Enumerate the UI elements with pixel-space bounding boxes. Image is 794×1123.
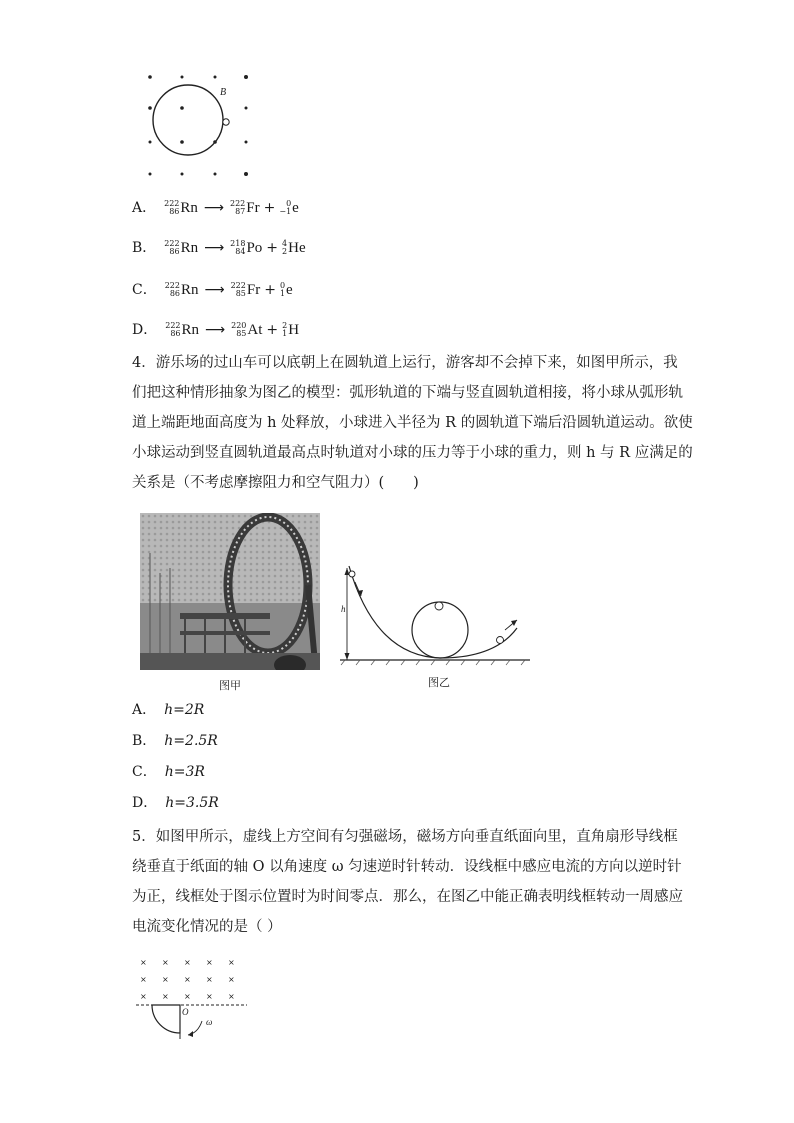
q4-option-c: C． h=3R [132, 764, 205, 780]
option-label: B． [132, 240, 157, 256]
axis-o-label: O [182, 1007, 189, 1017]
svg-text:×: × [184, 958, 191, 967]
svg-text:×: × [228, 958, 235, 967]
svg-text:×: × [162, 975, 169, 984]
svg-text:×: × [184, 992, 191, 1001]
q5-line-1: 5．如图甲所示，虚线上方空间有匀强磁场，磁场方向垂直纸面向里，直角扇形导线框 [132, 829, 678, 845]
parent-nucleus: 222 86 Rn [164, 199, 198, 216]
parent-nucleus: 222 86 Rn [165, 321, 200, 338]
daughter-nucleus: 222 87 Fr [230, 199, 260, 216]
q3-option-c [132, 280, 293, 300]
reaction-arrow: ⟶ [203, 200, 224, 216]
svg-text:×: × [206, 975, 213, 984]
daughter-nucleus: 218 84 Po [230, 239, 263, 256]
option-label: C． [132, 282, 157, 298]
roller-coaster-photo [140, 513, 320, 670]
figure-jia-caption: 图甲 [219, 679, 241, 692]
figure-yi-caption: 图乙 [428, 676, 450, 689]
height-h-label: h [341, 604, 346, 614]
svg-text:×: × [162, 958, 169, 967]
emitted-particle: 0 1 e [279, 281, 293, 298]
q4-line-2: 们把这种情形抽象为图乙的模型：弧形轨道的下端与竖直圆轨道相接，将小球从弧形轨 [132, 385, 683, 401]
daughter-nucleus: 222 85 Fr [230, 281, 261, 298]
svg-text:×: × [184, 975, 191, 984]
plus-sign: + [266, 240, 279, 256]
emitted-particle: 2 1 H [282, 321, 300, 338]
omega-label: ω [206, 1017, 213, 1027]
svg-text:×: × [140, 992, 147, 1001]
loop-track-diagram [335, 560, 535, 670]
svg-text:×: × [206, 958, 213, 967]
plus-sign: + [263, 200, 276, 216]
q4-line-1: 4．游乐场的过山车可以底朝上在圆轨道上运行，游客却不会掉下来，如图甲所示，我 [132, 355, 678, 371]
question-5-text [132, 822, 683, 942]
plus-sign: + [264, 282, 276, 298]
parent-nucleus: 222 86 Rn [164, 281, 199, 298]
option-label: A． [132, 200, 157, 216]
sector-loop-figure [132, 955, 252, 1045]
q3-option-b [132, 238, 306, 258]
svg-text:×: × [140, 975, 147, 984]
q3-option-d [132, 320, 299, 340]
svg-text:×: × [140, 958, 147, 967]
reaction-arrow: ⟶ [204, 282, 225, 298]
q4-line-5: 关系是（不考虑摩擦阻力和空气阻力）( ) [132, 475, 419, 491]
svg-text:×: × [228, 992, 235, 1001]
field-b-label: B [220, 87, 227, 98]
q5-line-2: 绕垂直于纸面的轴 O 以角速度 ω 匀速逆时针转动．设线框中感应电流的方向以逆时针 [132, 859, 682, 875]
svg-text:×: × [162, 992, 169, 1001]
q4-option-a: A． h=2R [132, 702, 205, 718]
reaction-arrow: ⟶ [204, 240, 225, 256]
q5-line-3: 为正，线框处于图示位置时为时间零点．那么，在图乙中能正确表明线框转动一周感应 [132, 889, 683, 905]
q4-line-3: 道上端距地面高度为 h 处释放，小球进入半径为 R 的圆轨道下端后沿圆轨道运动。欲使 [132, 415, 693, 431]
emitted-particle: 0 −1 e [279, 199, 299, 216]
q5-line-4: 电流变化情况的是（ ） [132, 919, 282, 935]
q4-line-4: 小球运动到竖直圆轨道最高点时轨道对小球的压力等于小球的重力，则 h 与 R 应满足的 [132, 445, 693, 461]
magnetic-field-circle-figure [140, 70, 260, 180]
q3-option-a [132, 198, 299, 218]
parent-nucleus: 222 86 Rn [164, 239, 199, 256]
emitted-particle: 4 2 He [282, 239, 306, 256]
svg-text:×: × [228, 975, 235, 984]
svg-text:×: × [206, 992, 213, 1001]
plus-sign: + [266, 322, 279, 338]
q4-option-b: B． h=2.5R [132, 733, 218, 749]
question-4-text [132, 348, 693, 498]
q4-option-d: D． h=3.5R [132, 795, 219, 811]
reaction-arrow: ⟶ [205, 322, 226, 338]
daughter-nucleus: 220 85 At [231, 321, 263, 338]
option-label: D． [132, 322, 158, 338]
